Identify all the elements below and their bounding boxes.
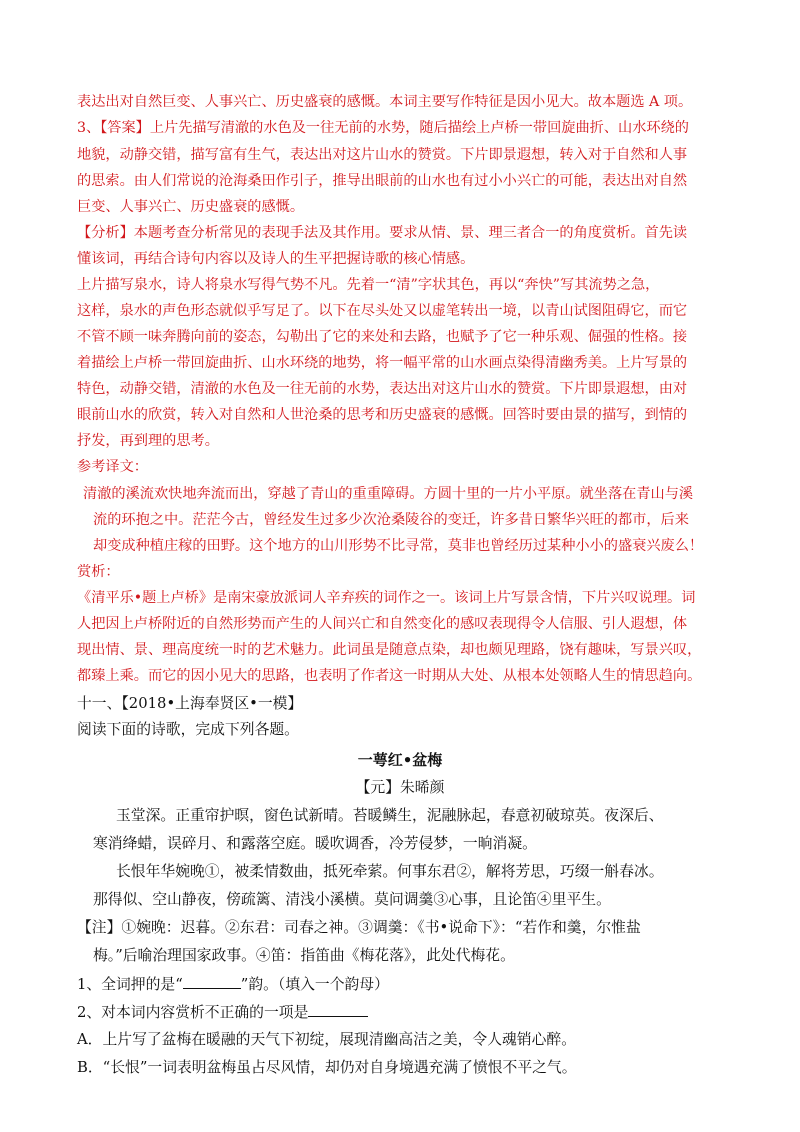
poem-title: 一萼红•盆梅 [357, 751, 443, 769]
appreciation-line: 人把因上卢桥附近的自然形势而产生的人间兴亡和自然变化的感叹表现得令人信服、引人遐想，体 [77, 616, 688, 632]
appreciation-line: 现出情、景、理高度统一时的艺术魅力。此词虽是随意点染，却也颇见理路，饶有趣味，写景兴叹， [77, 642, 702, 658]
answer-line: 表达出对自然巨变、人事兴亡、历史盛衰的感慨。本词主要写作特征是因小见大。故本题选 A 项。 [77, 94, 693, 110]
poem-author: 【元】朱晞颜 [355, 779, 445, 796]
appreciation-label: 赏析： [77, 564, 120, 580]
translation-line: 流的环抱之中。茫茫今古，曾经发生过多少次沧桑陵谷的变迁，许多昔日繁华兴旺的都市，后来 [93, 512, 689, 528]
answer-line: 地貌，动静交错，描写富有生气，表达出对这片山水的赞赏。下片即景遐想，转入对于自然和人事 [77, 147, 688, 163]
option-b: B．“长恨”一词表明盆梅虽占尽风情，却仍对自身境遇充满了愤恨不平之气。 [77, 1059, 577, 1076]
answer-line: 3、【答案】上片先描写清澈的水色及一往无前的水势，随后描绘上卢桥一带回旋曲折、山水环绕的 [77, 120, 689, 136]
analysis-line: 不管不顾一味奔腾向前的姿态，勾勒出了它的来处和去路，也赋予了它一种乐观、倔强的性格。接 [77, 329, 688, 345]
answer-line: 巨变、人事兴亡、历史盛衰的感慨。 [77, 199, 305, 215]
analysis-line: 着描绘上卢桥一带回旋曲折、山水环绕的地势，将一幅平常的山水画点染得清幽秀美。上片写景的 [77, 355, 688, 371]
question-2 [77, 1002, 368, 1023]
instruction: 阅读下面的诗歌，完成下列各题。 [77, 721, 299, 738]
poem-line: 玉堂深。正重帘护暝，窗色试新晴。苔暖鳞生，泥融脉起，春意初破琼英。夜深后、 [116, 807, 664, 824]
analysis-line: 上片描写泉水，诗人将泉水写得气势不凡。先着一“清”字状其色，再以“奔快”写其流势之急， [77, 277, 660, 293]
analysis-line: 懂该词，再结合诗句内容以及诗人的生平把握诗歌的核心情感。 [77, 251, 475, 267]
note-line: 【注】①婉晚：迟暮。②东君：司春之神。③调羹：《书•说命下》：“若作和羹，尔惟盐 [77, 919, 641, 936]
note-line: 梅。”后喻治理国家政事。④笛：指笛曲《梅花落》，此处代梅花。 [93, 947, 515, 964]
question-1-suffix: ”韵。（填入一个韵母） [240, 976, 389, 993]
appreciation-line: 《清平乐•题上卢桥》是南宋豪放派词人辛弃疾的词作之一。该词上片写景含情，下片兴叹说理。词 [77, 590, 696, 606]
analysis-line: 这样，泉水的声色形态就似乎写足了。以下在尽头处又以虚笔转出一境，以青山试图阻碍它，而它 [77, 303, 688, 319]
poem-line: 长恨年华婉晚①，被柔情数曲，抵死牵萦。何事东君②，解将芳思，巧缀一斛春冰。 [116, 863, 664, 880]
answer-line: 的思索。由人们常说的沧海桑田作引子，推导出眼前的山水也有过小小兴亡的可能，表达出对自然 [77, 173, 688, 189]
poem-line: 那得似、空山静夜，傍疏篱、清浅小溪横。莫问调羹③心事，且论笛④里平生。 [93, 891, 611, 908]
question-1-prefix: 1、全词押的是“ [77, 976, 183, 993]
analysis-line: 抒发，再到理的思考。 [77, 433, 219, 449]
analysis-line: 眼前山水的欣赏，转入对自然和人世沧桑的思考和历史盛衰的感慨。回答时要由景的描写，到情的 [77, 407, 688, 423]
option-a: A．上片写了盆梅在暖融的天气下初绽，展现清幽高洁之美，令人魂销心醉。 [77, 1031, 576, 1048]
question-1 [77, 974, 389, 995]
question-2-text: 2、对本词内容赏析不正确的一项是 [77, 1004, 309, 1021]
appreciation-line: 都臻上乘。而它的因小见大的思路，也表明了作者这一时期从大处、从根本处领略人生的情思趋向。 [77, 668, 702, 684]
section-heading: 十一、【2018•上海奉贤区•一模】 [77, 695, 303, 712]
poem-line: 寒消绛蜡，误碎月、和露落空庭。暖吹调香，冷芳侵梦，一晌消凝。 [93, 835, 537, 852]
translation-label: 参考译文： [77, 459, 148, 475]
analysis-line: 【分析】本题考查分析常见的表现手法及其作用。要求从情、景、理三者合一的角度赏析。首先读 [77, 225, 688, 241]
translation-line: 清澈的溪流欢快地奔流而出，穿越了青山的重重障碍。方圆十里的一片小平原。就坐落在青山与溪 [83, 486, 694, 502]
answer-blank[interactable] [308, 1002, 368, 1017]
analysis-line: 特色，动静交错，清澈的水色及一往无前的水势，表达出对这片山水的赞赏。下片即景遐想，由对 [77, 381, 688, 397]
answer-blank[interactable] [183, 974, 241, 989]
translation-line: 却变成种植庄稼的田野。这个地方的山川形势不比寻常，莫非也曾经历过某种小小的盛衰兴废么！ [93, 538, 704, 554]
